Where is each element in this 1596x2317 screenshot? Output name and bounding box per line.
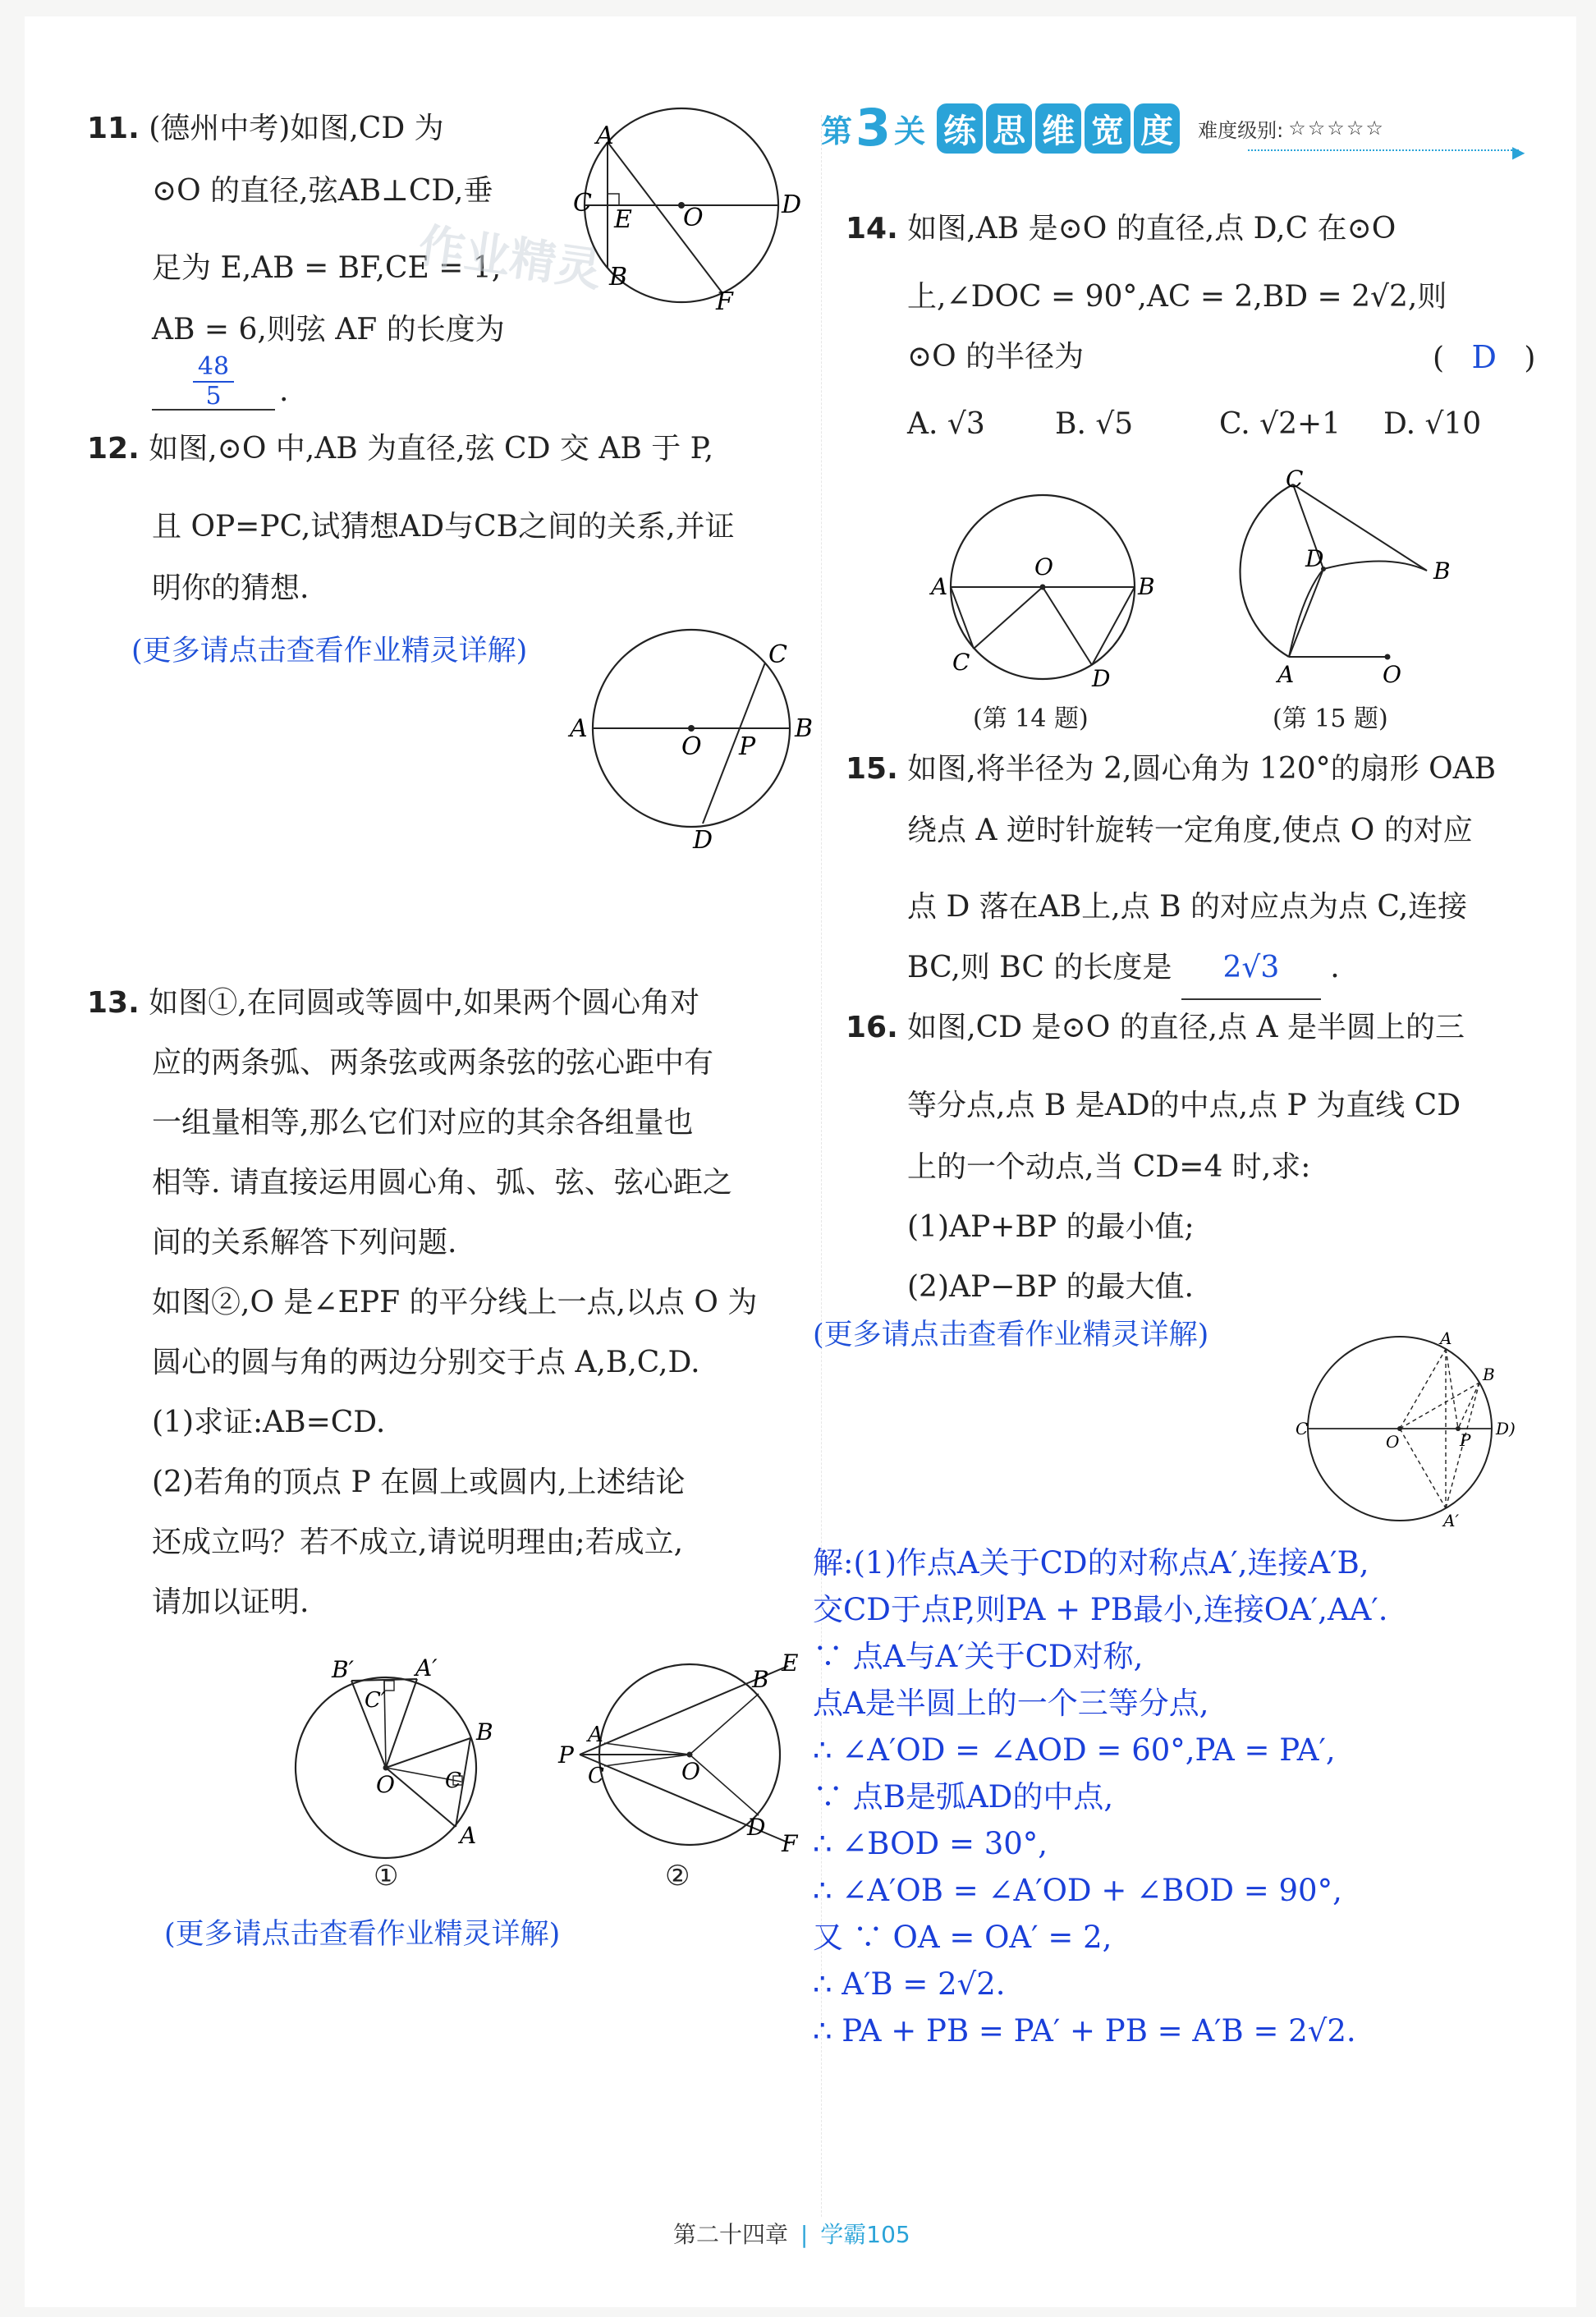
q14-line1: 如图,AB 是⊙O 的直径,点 D,C 在⊙O	[907, 212, 1396, 245]
q12-figure	[550, 620, 813, 858]
q12-line3: 明你的猜想.	[152, 571, 310, 605]
q13-line4: 相等. 请直接运用圆心角、弧、弦、弦心距之	[152, 1166, 732, 1200]
solution-line-5: ∴ ∠A′OD = ∠AOD = 60°,PA = PA′,	[813, 1732, 1336, 1768]
q14-option-A: A. √3	[907, 407, 985, 441]
solution-line-4: 点A是半圆上的一个三等分点,	[813, 1686, 1209, 1721]
q11-label-B: B	[609, 263, 628, 291]
q16-label-paren: )	[1509, 1419, 1516, 1438]
q12-label-D: D	[693, 826, 713, 855]
q16-label-A: A	[1440, 1328, 1452, 1348]
q15-end: .	[1330, 951, 1340, 984]
q11-line4: AB = 6,则弦 AF 的长度为	[152, 313, 505, 346]
q13-fig2-label-D: D	[747, 1814, 766, 1841]
q14-label-D: D	[1092, 665, 1111, 692]
q11-text	[87, 99, 444, 159]
q13-fig1-label-C1: C′	[365, 1688, 386, 1713]
q13-fig1-label-A: A	[460, 1822, 477, 1849]
q14-line3: ⊙O 的半径为	[907, 340, 1085, 374]
q13-fig1-label-O: O	[376, 1771, 395, 1798]
q13-detail-link[interactable]: (更多请点击查看作业精灵详解)	[164, 1918, 561, 1951]
q14-option-D: D. √10	[1383, 407, 1482, 441]
q12-detail-link[interactable]: (更多请点击查看作业精灵详解)	[131, 635, 528, 668]
q12-label-P: P	[739, 732, 756, 761]
solution-line-10: ∴ A′B = 2√2.	[813, 1966, 1006, 2002]
q14-line2: 上,∠DOC = 90°,AC = 2,BD = 2√2,则	[907, 280, 1447, 314]
q13-line3: 一组量相等,那么它们对应的其余各组量也	[152, 1106, 694, 1140]
q16-line5: (2)AP−BP 的最大值.	[907, 1270, 1194, 1304]
q12-label-B: B	[795, 714, 814, 743]
difficulty-label: 难度级别:	[1198, 118, 1284, 142]
q13-line1: 如图①,在同圆或等圆中,如果两个圆心角对	[149, 986, 700, 1020]
q16-number: 16.	[846, 1011, 898, 1044]
q14-paren-close: )	[1524, 342, 1536, 375]
q15-label-D: D	[1305, 545, 1324, 572]
solution-line-9: 又 ∵ OA = OA′ = 2,	[813, 1920, 1112, 1955]
q13-fig2-label-C: C	[588, 1764, 604, 1788]
q13-fig2-label-B: B	[752, 1666, 769, 1693]
q14-option-C: C. √2+1	[1219, 407, 1341, 441]
q14-answer-paren	[1433, 327, 1535, 389]
page	[25, 16, 1576, 2307]
q11-line1: (德州中考)如图,CD 为	[149, 112, 444, 145]
footer-brand: 学霸	[820, 2221, 867, 2248]
section-header	[821, 98, 1385, 158]
q12-line2: 且 OP=PC,试猜想AD与CB之间的关系,并证	[152, 510, 735, 544]
solution-line-7: ∴ ∠BOD = 30°,	[813, 1826, 1048, 1861]
q15-blank	[1181, 938, 1321, 1000]
solution-line-11: ∴ PA + PB = PA′ + PB = A′B = 2√2.	[813, 2013, 1356, 2049]
q12-line1: 如图,⊙O 中,AB 为直径,弦 CD 交 AB 于 P,	[149, 432, 714, 466]
q13-number: 13.	[87, 986, 140, 1020]
q11-figure	[566, 94, 813, 324]
q11-line3: 足为 E,AB = BF,CE = 1,	[152, 251, 502, 285]
q14-answer: D	[1471, 339, 1497, 375]
q11-label-O: O	[683, 204, 704, 232]
q16-label-P: P	[1460, 1430, 1471, 1450]
q13-line5: 间的关系解答下列问题.	[152, 1226, 457, 1259]
footer-page-number: 105	[866, 2221, 910, 2248]
q13-figure-1	[271, 1646, 517, 1893]
q11-label-E: E	[614, 205, 632, 234]
q13-line9: (2)若角的顶点 P 在圆上或圆内,上述结论	[152, 1466, 686, 1499]
q13-fig2-caption: ②	[665, 1860, 690, 1893]
q14-text	[846, 199, 1396, 259]
q11-answer	[152, 353, 275, 411]
q14-label-A: A	[931, 573, 948, 600]
q16-label-D: D	[1496, 1419, 1510, 1438]
q15-line4	[907, 938, 1340, 1000]
q11-number: 11.	[87, 112, 140, 145]
q16-line1: 如图,CD 是⊙O 的直径,点 A 是半圆上的三	[907, 1011, 1465, 1044]
footer-separator: |	[800, 2221, 809, 2248]
q15-line4-text: BC,则 BC 的长度是	[907, 951, 1172, 984]
q16-label-C: C	[1296, 1419, 1309, 1438]
q14-caption: (第 14 题)	[973, 704, 1089, 733]
q16-line4: (1)AP+BP 的最小值;	[907, 1210, 1195, 1244]
q14-figure	[928, 493, 1174, 690]
q15-text	[846, 739, 1496, 800]
q12-label-A: A	[570, 714, 588, 743]
q13-fig1-label-B1: B′	[332, 1656, 354, 1683]
q16-line3: 上的一个动点,当 CD=4 时,求:	[907, 1150, 1311, 1184]
q16-figure	[1297, 1326, 1543, 1531]
solution-line-8: ∴ ∠A′OB = ∠A′OD + ∠BOD = 90°,	[813, 1873, 1342, 1908]
q11-label-F: F	[716, 287, 733, 316]
q15-label-O: O	[1383, 661, 1401, 688]
solution-line-2: 交CD于点P,则PA + PB最小,连接OA′,AA′.	[813, 1592, 1388, 1627]
q14-paren-open: (	[1433, 342, 1445, 375]
section-title-char-4: 宽	[1085, 103, 1130, 154]
q15-label-C: C	[1286, 466, 1304, 493]
section-title-char-1: 练	[937, 103, 983, 154]
level-suffix: 关	[894, 112, 926, 149]
q11-answer-denominator: 5	[205, 382, 222, 411]
q13-fig2-label-A: A	[588, 1723, 603, 1747]
q13-line2: 应的两条弧、两条弦或两条弦的弦心距中有	[152, 1046, 714, 1080]
q15-label-A: A	[1277, 661, 1295, 688]
q13-figure-2	[550, 1646, 813, 1876]
q14-option-B: B. √5	[1055, 407, 1134, 441]
q15-number: 15.	[846, 752, 898, 786]
q12-label-C: C	[768, 640, 787, 669]
q11-label-A: A	[596, 122, 614, 150]
q13-line8: (1)求证:AB=CD.	[152, 1406, 386, 1439]
header-arrow-icon: ▶	[1512, 142, 1525, 162]
q11-end: .	[279, 374, 289, 408]
level-prefix: 第	[821, 112, 853, 149]
q11-answer-numerator: 48	[197, 352, 230, 381]
q13-fig1-caption: ①	[374, 1860, 399, 1893]
q16-label-B: B	[1483, 1365, 1495, 1384]
q15-label-B: B	[1433, 557, 1451, 585]
q13-line10: 还成立吗？若不成立,请说明理由;若成立,	[152, 1526, 684, 1559]
q15-line3: 点 D 落在AB上,点 B 的对应点为点 C,连接	[907, 890, 1468, 924]
q11-line2: ⊙O 的直径,弦AB⊥CD,垂	[152, 174, 493, 208]
footer-chapter: 第二十四章	[673, 2221, 789, 2248]
q14-label-O: O	[1034, 553, 1053, 580]
q13-fig2-label-P: P	[558, 1741, 574, 1769]
q11-label-D: D	[782, 190, 802, 219]
q15-line1: 如图,将半径为 2,圆心角为 120°的扇形 OAB	[907, 752, 1497, 786]
q12-text	[87, 419, 713, 479]
q13-line11: 请加以证明.	[152, 1585, 310, 1619]
q16-label-A1: A′	[1443, 1511, 1459, 1530]
q13-fig2-label-O: O	[681, 1758, 700, 1785]
q13-line6: 如图②,O 是∠EPF 的平分线上一点,以点 O 为	[152, 1286, 758, 1319]
section-title-char-2: 思	[986, 103, 1032, 154]
q13-fig1-label-C: C	[445, 1769, 461, 1793]
q13-fig1-label-A1: A′	[415, 1654, 438, 1682]
page-footer	[673, 2217, 910, 2250]
q13-text	[87, 973, 699, 1034]
q14-label-C: C	[952, 649, 970, 676]
q16-label-O: O	[1386, 1432, 1400, 1452]
difficulty-stars: ☆☆☆☆☆	[1288, 117, 1385, 140]
solution-line-3: ∵ 点A与A′关于CD对称,	[813, 1639, 1144, 1674]
q16-line2: 等分点,点 B 是AD的中点,点 P 为直线 CD	[907, 1089, 1461, 1122]
solution-line-1: 解:(1)作点A关于CD的对称点A′,连接A′B,	[813, 1545, 1369, 1581]
header-dotted-rule	[1248, 149, 1519, 151]
watermark: 作业精灵	[415, 218, 605, 298]
q13-line7: 圆心的圆与角的两边分别交于点 A,B,C,D.	[152, 1346, 700, 1379]
q12-label-O: O	[681, 732, 702, 761]
q13-fig2-label-E: E	[782, 1649, 799, 1677]
q13-fig1-label-B: B	[476, 1718, 493, 1746]
q12-number: 12.	[87, 432, 140, 466]
level-number: 3	[855, 98, 892, 158]
q16-solution	[813, 1539, 1388, 2054]
q15-caption: (第 15 题)	[1273, 704, 1388, 733]
q14-label-B: B	[1138, 573, 1155, 600]
q11-label-C: C	[573, 189, 592, 218]
q16-detail-link[interactable]: (更多请点击查看作业精灵详解)	[813, 1319, 1209, 1351]
q15-line2: 绕点 A 逆时针旋转一定角度,使点 O 的对应	[907, 814, 1473, 847]
q15-answer: 2√3	[1222, 951, 1280, 984]
q14-number: 14.	[846, 212, 898, 245]
q13-fig2-label-F: F	[782, 1830, 798, 1857]
section-title-char-5: 度	[1134, 103, 1180, 154]
q16-text	[846, 998, 1465, 1058]
solution-line-6: ∵ 点B是弧AD的中点,	[813, 1779, 1114, 1815]
section-title-char-3: 维	[1035, 103, 1081, 154]
q15-figure	[1231, 466, 1478, 690]
